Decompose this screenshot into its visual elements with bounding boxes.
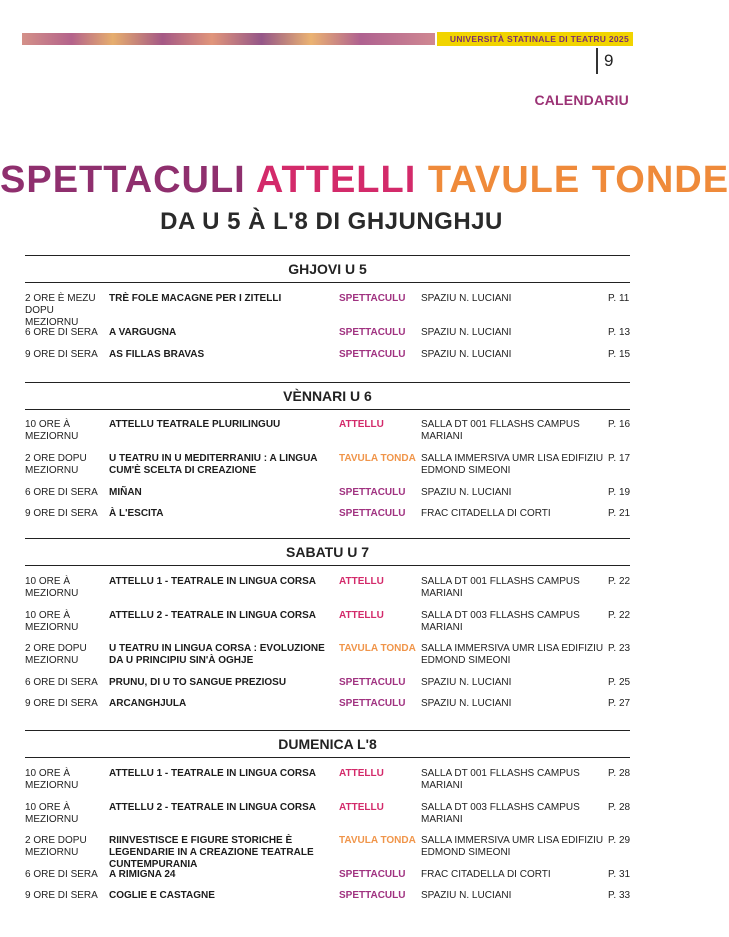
event-title: RIINVESTISCE E FIGURE STORICHE È LEGENDARIE IN A CREAZIONE TEATRALE CUNTEMPURANIA	[109, 835, 314, 870]
event-venue: SALLA IMMERSIVA UMR LISA EDIFIZIU EDMOND SIMEONI	[421, 453, 604, 476]
event-time: 6 ORE DI SERA	[25, 677, 98, 688]
event-title: ATTELLU 1 - TEATRALE IN LINGUA CORSA	[109, 768, 317, 779]
event-venue: SALLA DT 003 FLLASHS CAMPUS MARIANI	[421, 802, 580, 825]
event-title: ATTELLU 2 - TEATRALE IN LINGUA CORSA	[109, 610, 317, 621]
event-type: TAVULA TONDA	[339, 643, 416, 654]
event-venue: SALLA DT 001 FLLASHS CAMPUS MARIANI	[421, 768, 580, 791]
event-title: AS FILLAS BRAVAS	[109, 349, 205, 360]
day-section	[25, 538, 630, 719]
event-row	[25, 293, 630, 327]
event-time: 10 ORE À MEZIORNU	[25, 802, 79, 825]
section-title: CALENDARIU	[534, 92, 629, 108]
event-venue: SPAZIU N. LUCIANI	[421, 677, 512, 688]
event-page: P. 22	[608, 576, 631, 587]
event-venue: SPAZIU N. LUCIANI	[421, 890, 512, 901]
event-page: P. 31	[608, 869, 631, 880]
event-type: ATTELLU	[339, 419, 384, 430]
event-page: P. 19	[608, 487, 631, 498]
event-time: 10 ORE À MEZIORNU	[25, 576, 79, 599]
event-row	[25, 327, 630, 349]
event-time: 2 ORE È MEZU DOPU MEZIORNU	[25, 293, 96, 328]
event-page: P. 16	[608, 419, 631, 430]
event-row	[25, 508, 630, 529]
event-venue: SPAZIU N. LUCIANI	[421, 327, 512, 338]
event-title: ATTELLU 1 - TEATRALE IN LINGUA CORSA	[109, 576, 317, 587]
event-time: 6 ORE DI SERA	[25, 327, 98, 338]
event-venue: FRAC CITADELLA DI CORTI	[421, 869, 551, 880]
event-page: P. 29	[608, 835, 631, 846]
event-title: À L'ESCITA	[109, 508, 164, 519]
event-time: 10 ORE À MEZIORNU	[25, 419, 79, 442]
event-type: ATTELLU	[339, 802, 384, 813]
event-type: ATTELLU	[339, 768, 384, 779]
event-row	[25, 835, 630, 869]
event-title: MIÑAN	[109, 487, 142, 498]
headline-word-tavule-tonde: TAVULE TONDE	[427, 159, 729, 201]
event-title: A VARGUGNA	[109, 327, 177, 338]
event-page: P. 33	[608, 890, 631, 901]
event-type: TAVULA TONDA	[339, 453, 416, 464]
day-section	[25, 255, 630, 371]
event-page: P. 27	[608, 698, 631, 709]
event-row	[25, 890, 630, 911]
event-row	[25, 487, 630, 508]
event-type: SPETTACULU	[339, 349, 406, 360]
page-number-rule	[596, 48, 598, 74]
event-title: ATTELLU 2 - TEATRALE IN LINGUA CORSA	[109, 802, 317, 813]
event-type: ATTELLU	[339, 610, 384, 621]
event-venue: SALLA IMMERSIVA UMR LISA EDIFIZIU EDMOND SIMEONI	[421, 835, 604, 858]
university-label: UNIVERSITÀ STATINALE DI TEATRU 2025	[437, 32, 633, 46]
page-headline	[0, 158, 729, 202]
event-venue: SALLA DT 001 FLLASHS CAMPUS MARIANI	[421, 419, 580, 442]
event-row	[25, 453, 630, 487]
event-row	[25, 643, 630, 677]
event-time: 10 ORE À MEZIORNU	[25, 610, 79, 633]
event-time: 10 ORE À MEZIORNU	[25, 768, 79, 791]
event-page: P. 11	[608, 293, 630, 304]
event-time: 9 ORE DI SERA	[25, 890, 98, 901]
event-venue: SALLA DT 003 FLLASHS CAMPUS MARIANI	[421, 610, 580, 633]
event-row	[25, 869, 630, 890]
event-venue: SPAZIU N. LUCIANI	[421, 349, 512, 360]
event-time: 9 ORE DI SERA	[25, 698, 98, 709]
event-row	[25, 610, 630, 643]
page-number: 9	[604, 51, 614, 70]
event-title: A RIMIGNA 24	[109, 869, 176, 880]
event-time: 2 ORE DOPU MEZIORNU	[25, 453, 87, 476]
day-header: VÈNNARI U 6	[25, 382, 630, 410]
event-type: SPETTACULU	[339, 677, 406, 688]
event-title: U TEATRU IN LINGUA CORSA : EVOLUZIONE DA U PRINCIPIU SIN'À OGHJE	[109, 643, 325, 666]
event-type: SPETTACULU	[339, 698, 406, 709]
event-venue: SPAZIU N. LUCIANI	[421, 293, 512, 304]
day-header: GHJOVI U 5	[25, 255, 630, 283]
event-page: P. 25	[608, 677, 631, 688]
event-row	[25, 419, 630, 453]
event-page: P. 15	[608, 349, 631, 360]
event-title: COGLIE E CASTAGNE	[109, 890, 215, 901]
event-row	[25, 698, 630, 719]
event-title: PRUNU, DI U TO SANGUE PREZIOSU	[109, 677, 287, 688]
headline-word-spettaculi: SPETTACULI	[0, 159, 246, 201]
event-venue: SALLA IMMERSIVA UMR LISA EDIFIZIU EDMOND SIMEONI	[421, 643, 604, 666]
event-page: P. 17	[608, 453, 631, 464]
page-subtitle: DA U 5 À L'8 DI GHJUNGHJU	[160, 208, 503, 235]
event-time: 9 ORE DI SERA	[25, 508, 98, 519]
event-time: 2 ORE DOPU MEZIORNU	[25, 835, 87, 858]
event-venue: SPAZIU N. LUCIANI	[421, 487, 512, 498]
event-page: P. 21	[608, 508, 631, 519]
event-time: 6 ORE DI SERA	[25, 869, 98, 880]
day-section	[25, 730, 630, 911]
event-row	[25, 768, 630, 802]
event-page: P. 22	[608, 610, 631, 621]
event-row	[25, 802, 630, 835]
event-type: ATTELLU	[339, 576, 384, 587]
event-title: ARCANGHJULA	[109, 698, 187, 709]
event-time: 6 ORE DI SERA	[25, 487, 98, 498]
event-row	[25, 677, 630, 698]
headline-word-attelli: ATTELLI	[255, 159, 417, 201]
event-time: 9 ORE DI SERA	[25, 349, 98, 360]
event-page: P. 28	[608, 802, 631, 813]
event-venue: FRAC CITADELLA DI CORTI	[421, 508, 551, 519]
event-row	[25, 576, 630, 610]
event-type: TAVULA TONDA	[339, 835, 416, 846]
day-section	[25, 382, 630, 529]
event-type: SPETTACULU	[339, 327, 406, 338]
event-page: P. 13	[608, 327, 631, 338]
event-type: SPETTACULU	[339, 487, 406, 498]
event-page: P. 28	[608, 768, 631, 779]
event-row	[25, 349, 630, 371]
event-time: 2 ORE DOPU MEZIORNU	[25, 643, 87, 666]
day-header: DUMENICA L'8	[25, 730, 630, 758]
event-title: TRÈ FOLE MACAGNE PER I ZITELLI	[109, 293, 282, 304]
decorative-banner	[22, 33, 435, 45]
event-venue: SPAZIU N. LUCIANI	[421, 698, 512, 709]
event-title: ATTELLU TEATRALE PLURILINGUU	[109, 419, 281, 430]
event-type: SPETTACULU	[339, 869, 406, 880]
event-type: SPETTACULU	[339, 293, 406, 304]
event-title: U TEATRU IN U MEDITERRANIU : A LINGUA CUM'È SCELTA DI CREAZIONE	[109, 453, 318, 476]
day-header: SABATU U 7	[25, 538, 630, 566]
event-type: SPETTACULU	[339, 508, 406, 519]
event-venue: SALLA DT 001 FLLASHS CAMPUS MARIANI	[421, 576, 580, 599]
event-type: SPETTACULU	[339, 890, 406, 901]
event-page: P. 23	[608, 643, 631, 654]
